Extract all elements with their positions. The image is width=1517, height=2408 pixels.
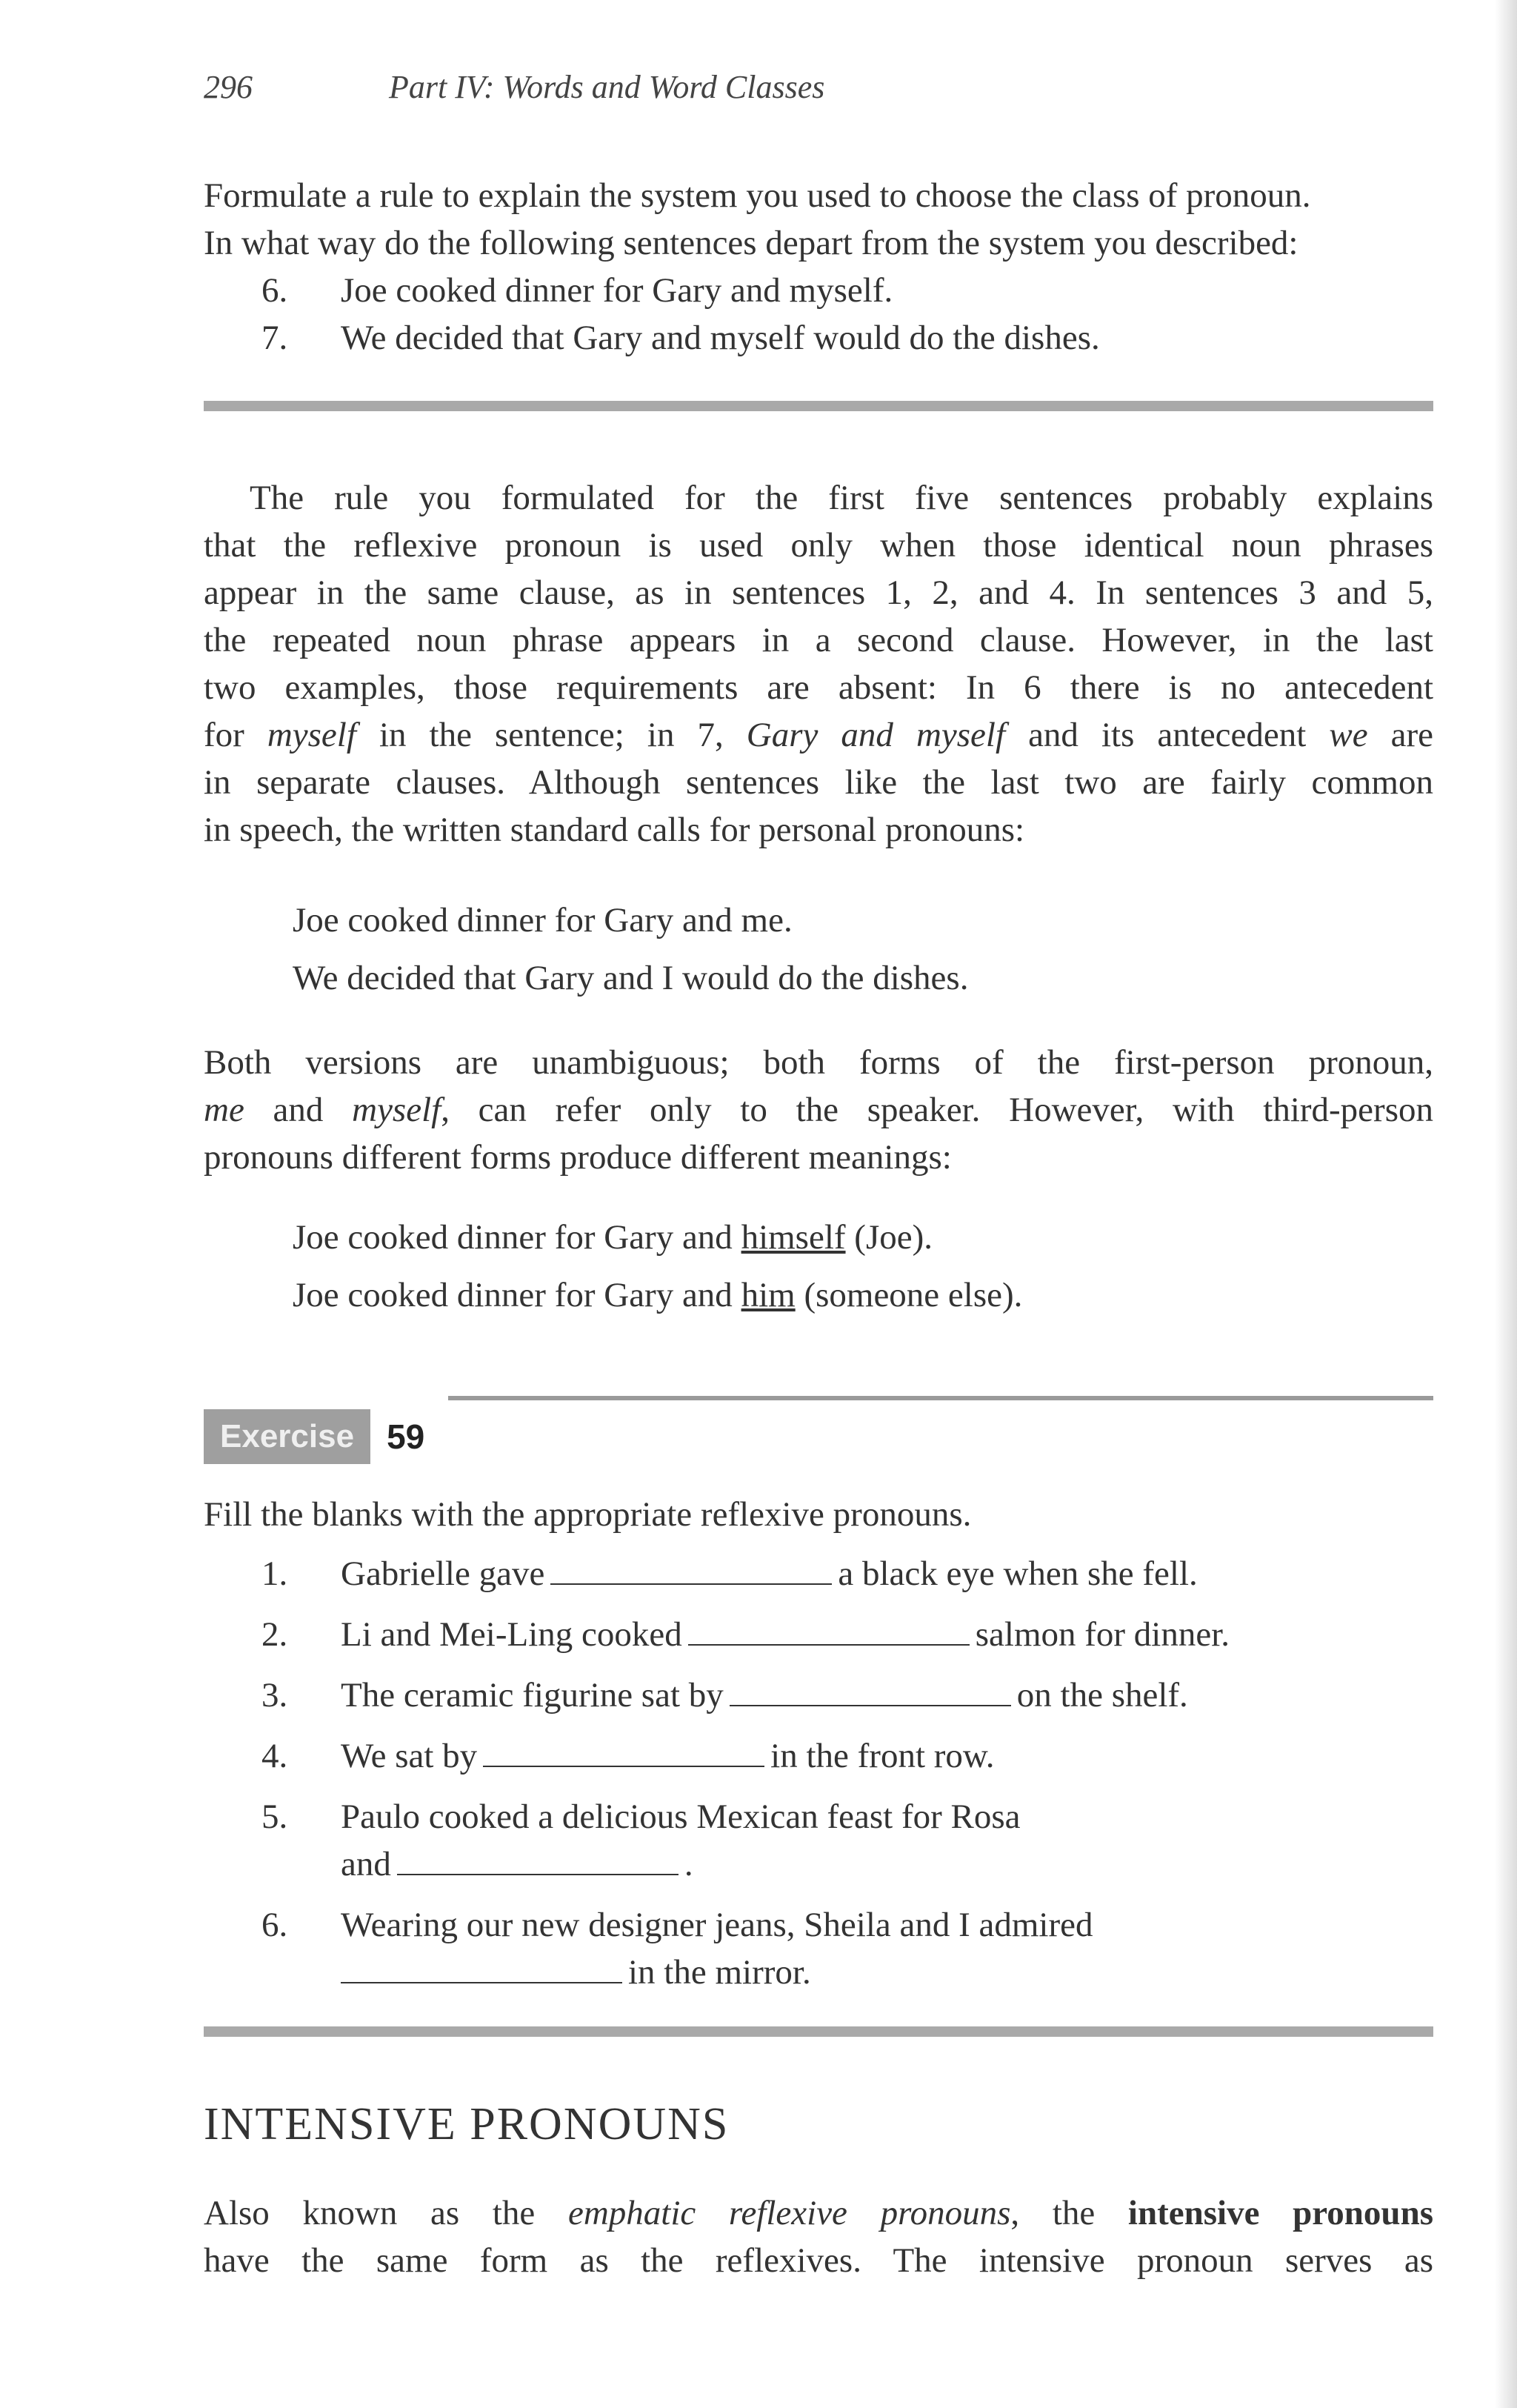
answer-blank[interactable] xyxy=(341,1949,622,1983)
answer-blank[interactable] xyxy=(730,1672,1011,1706)
list-item xyxy=(204,314,1433,362)
exercise-top-rule xyxy=(448,1396,1433,1400)
section-paragraph xyxy=(204,2189,1433,2284)
underlined-term: himself xyxy=(741,1218,846,1257)
item-number: 5. xyxy=(261,1797,288,1836)
exercise-bottom-rule xyxy=(204,2026,1433,2037)
paragraph-line: Both versions are unambiguous; both forms of the first-person pronoun, xyxy=(204,1043,1433,1082)
answer-blank[interactable] xyxy=(688,1612,970,1646)
section-divider xyxy=(204,401,1433,411)
text-run: , can refer only to the speaker. However, with third-person xyxy=(441,1091,1433,1129)
item-text: . xyxy=(684,1845,693,1883)
answer-blank[interactable] xyxy=(397,1841,679,1875)
bold-term: intensive pronouns xyxy=(1127,2194,1433,2232)
item-text: Li and Mei-Ling cooked xyxy=(341,1615,682,1654)
item-text: Wearing our new designer jeans, Sheila and I admired xyxy=(341,1906,1093,1944)
item-text: Joe cooked dinner for Gary and myself. xyxy=(341,271,893,310)
exercise-item xyxy=(204,1901,1433,1996)
paragraph-line xyxy=(204,711,1433,759)
intro-list xyxy=(204,267,1433,362)
exercise-item xyxy=(204,1793,1433,1888)
exercise-instruction: Fill the blanks with the appropriate reflexive pronouns. xyxy=(204,1495,972,1534)
exercise-body xyxy=(204,1491,1433,1996)
running-head-title: Part IV: Words and Word Classes xyxy=(389,69,825,105)
item-number: 6. xyxy=(261,1906,288,1944)
page-edge-shadow xyxy=(1495,0,1517,2408)
text-run: Joe cooked dinner for Gary and xyxy=(293,1276,741,1314)
example-sentence xyxy=(293,1271,1517,1319)
paragraph-line: that the reflexive pronoun is used only when those identical noun phrases xyxy=(204,526,1433,565)
paragraph-line: in separate clauses. Although sentences like the last two are fairly common xyxy=(204,763,1433,802)
paragraph-line: have the same form as the reflexives. The intensive pronoun serves as xyxy=(204,2241,1433,2280)
paragraph-line: two examples, those requirements are absent: In 6 there is no antecedent xyxy=(204,668,1433,707)
answer-blank[interactable] xyxy=(483,1733,764,1767)
section-heading: INTENSIVE PRONOUNS xyxy=(204,2099,730,2149)
intro-block xyxy=(204,172,1433,362)
item-number: 4. xyxy=(261,1737,288,1775)
item-text: Paulo cooked a delicious Mexican feast for Rosa xyxy=(341,1797,1021,1836)
item-number: 7. xyxy=(261,319,288,357)
exercise-list xyxy=(204,1550,1433,1996)
text-run: for xyxy=(204,716,267,754)
paragraph-line: The rule you formulated for the first five sentences probably explains xyxy=(250,479,1433,517)
italic-term: myself xyxy=(352,1091,441,1129)
item-text: salmon for dinner. xyxy=(975,1615,1230,1654)
exercise-header xyxy=(204,1409,424,1464)
item-text: a black eye when she fell. xyxy=(838,1554,1198,1593)
paragraph-line xyxy=(204,1086,1433,1134)
example-sentence: We decided that Gary and I would do the dishes. xyxy=(293,959,969,997)
text-run: (someone else). xyxy=(795,1276,1023,1314)
exercise-number: 59 xyxy=(387,1417,425,1456)
paragraph-1 xyxy=(204,474,1433,854)
text-run: are xyxy=(1367,716,1434,754)
exercise-item xyxy=(204,1672,1433,1719)
intro-line: Formulate a rule to explain the system you used to choose the class of pronoun. xyxy=(204,176,1311,215)
page-number: 296 xyxy=(204,69,253,105)
italic-term: Gary and myself xyxy=(746,716,1006,754)
item-number: 1. xyxy=(261,1554,288,1593)
paragraph-2 xyxy=(204,1039,1433,1181)
text-run: Joe cooked dinner for Gary and xyxy=(293,1218,741,1257)
text-run: (Joe). xyxy=(845,1218,933,1257)
item-text: in the mirror. xyxy=(628,1953,811,1992)
list-item xyxy=(204,267,1433,314)
paragraph-line xyxy=(204,2189,1433,2237)
paragraph-line: pronouns different forms produce different meanings: xyxy=(204,1138,952,1177)
item-text: and xyxy=(341,1845,391,1883)
text-run: and xyxy=(244,1091,353,1129)
italic-term: emphatic reflexive pronouns xyxy=(567,2194,1011,2232)
example-sentence: Joe cooked dinner for Gary and me. xyxy=(293,901,793,939)
paragraph-line: appear in the same clause, as in sentences 1, 2, and 4. In sentences 3 and 5, xyxy=(204,573,1433,612)
underlined-term: him xyxy=(741,1276,796,1314)
examples-2 xyxy=(204,1214,1517,1319)
text-run: and its antecedent xyxy=(1005,716,1330,754)
italic-term: me xyxy=(204,1091,244,1129)
text-run: in the sentence; in 7, xyxy=(356,716,747,754)
intro-line: In what way do the following sentences depart from the system you described: xyxy=(204,224,1298,262)
text-run: Also known as the xyxy=(204,2194,568,2232)
item-text: Gabrielle gave xyxy=(341,1554,545,1593)
item-text: The ceramic figurine sat by xyxy=(341,1676,724,1714)
example-sentence xyxy=(293,1214,1517,1261)
examples-1 xyxy=(204,897,1517,1002)
answer-blank[interactable] xyxy=(550,1551,832,1585)
item-text: We sat by xyxy=(341,1737,478,1775)
italic-term: myself xyxy=(267,716,356,754)
item-text: We decided that Gary and myself would do the dishes. xyxy=(341,319,1100,357)
exercise-item xyxy=(204,1611,1433,1658)
exercise-label: Exercise xyxy=(204,1409,370,1464)
exercise-item xyxy=(204,1550,1433,1597)
paragraph-line: the repeated noun phrase appears in a second clause. However, in the last xyxy=(204,621,1433,659)
item-text: on the shelf. xyxy=(1016,1676,1188,1714)
paragraph-line: in speech, the written standard calls for personal pronouns: xyxy=(204,811,1025,849)
text-run: , the xyxy=(1010,2194,1128,2232)
item-number: 3. xyxy=(261,1676,288,1714)
item-text: in the front row. xyxy=(770,1737,995,1775)
exercise-item xyxy=(204,1732,1433,1780)
item-number: 6. xyxy=(261,271,288,310)
item-number: 2. xyxy=(261,1615,288,1654)
italic-term: we xyxy=(1329,716,1368,754)
